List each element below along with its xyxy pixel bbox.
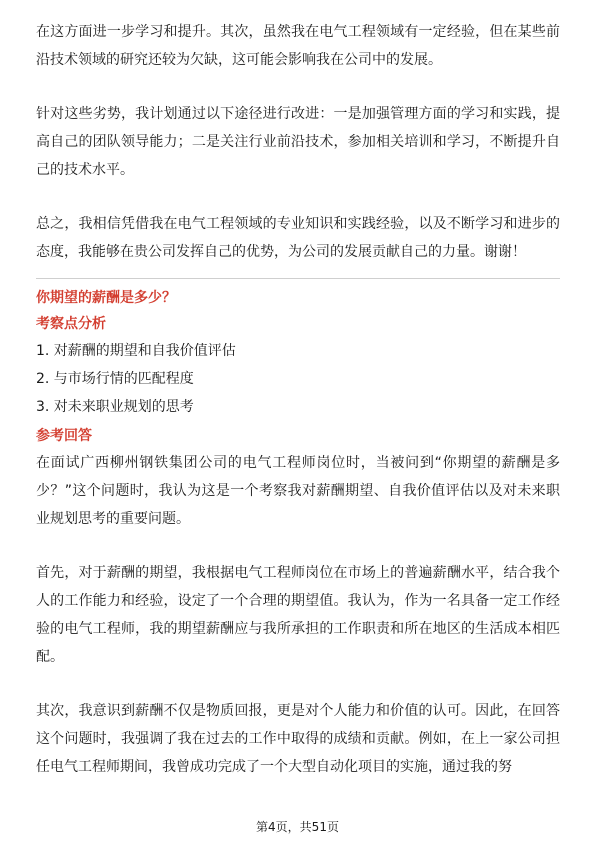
answer-paragraph: 在面试广西柳州钢铁集团公司的电气工程师岗位时，当被问到“你期望的薪酬是多少？”这个问题时，我认为这是一个考察我对薪酬期望、自我价值评估以及对未来职业规划思考的重要问题。 [36, 455, 560, 527]
answer-paragraph: 首先，对于薪酬的期望，我根据电气工程师岗位在市场上的普遍薪酬水平，结合我个人的工作能力和经验，设定了一个合理的期望值。我认为，作为一名具备一定工作经验的电气工程师，我的期望薪酬应与我所承担的工作职责和所在地区的生活成本相匹配。 [36, 565, 560, 665]
paragraph: 在这方面进一步学习和提升。其次，虽然我在电气工程领域有一定经验，但在某些前沿技术领域的研究还较为欠缺，这可能会影响我在公司中的发展。 [36, 24, 560, 68]
question-title: 你期望的薪酬是多少？ [36, 290, 176, 306]
paragraph-gap [36, 533, 560, 559]
list-item: 1. 对薪酬的期望和自我价值评估 [36, 343, 236, 359]
paragraph: 针对这些劣势，我计划通过以下途径进行改进：一是加强管理方面的学习和实践，提高自己的团队领导能力；二是关注行业前沿技术，参加相关培训和学习，不断提升自己的技术水平。 [36, 106, 560, 178]
page-number: 第4页，共51页 [256, 820, 339, 834]
analysis-points [36, 337, 560, 421]
paragraph-gap [36, 74, 560, 100]
list-item: 2. 与市场行情的匹配程度 [36, 371, 194, 387]
section-divider [36, 278, 560, 279]
paragraph-gap [36, 671, 560, 697]
answer-title: 参考回答 [36, 428, 92, 444]
analysis-title: 考察点分析 [36, 316, 106, 332]
paragraph: 总之，我相信凭借我在电气工程领域的专业知识和实践经验，以及不断学习和进步的态度，我能够在贵公司发挥自己的优势，为公司的发展贡献自己的力量。谢谢！ [36, 216, 560, 260]
document-page [36, 18, 560, 781]
answer-paragraph: 其次，我意识到薪酬不仅是物质回报，更是对个人能力和价值的认可。因此，在回答这个问题时，我强调了我在过去的工作中取得的成绩和贡献。例如，在上一家公司担任电气工程师期间，我曾成功完成了一个大型自动化项目的实施，通过我的努 [36, 703, 560, 775]
paragraph-gap [36, 184, 560, 210]
list-item: 3. 对未来职业规划的思考 [36, 399, 194, 415]
